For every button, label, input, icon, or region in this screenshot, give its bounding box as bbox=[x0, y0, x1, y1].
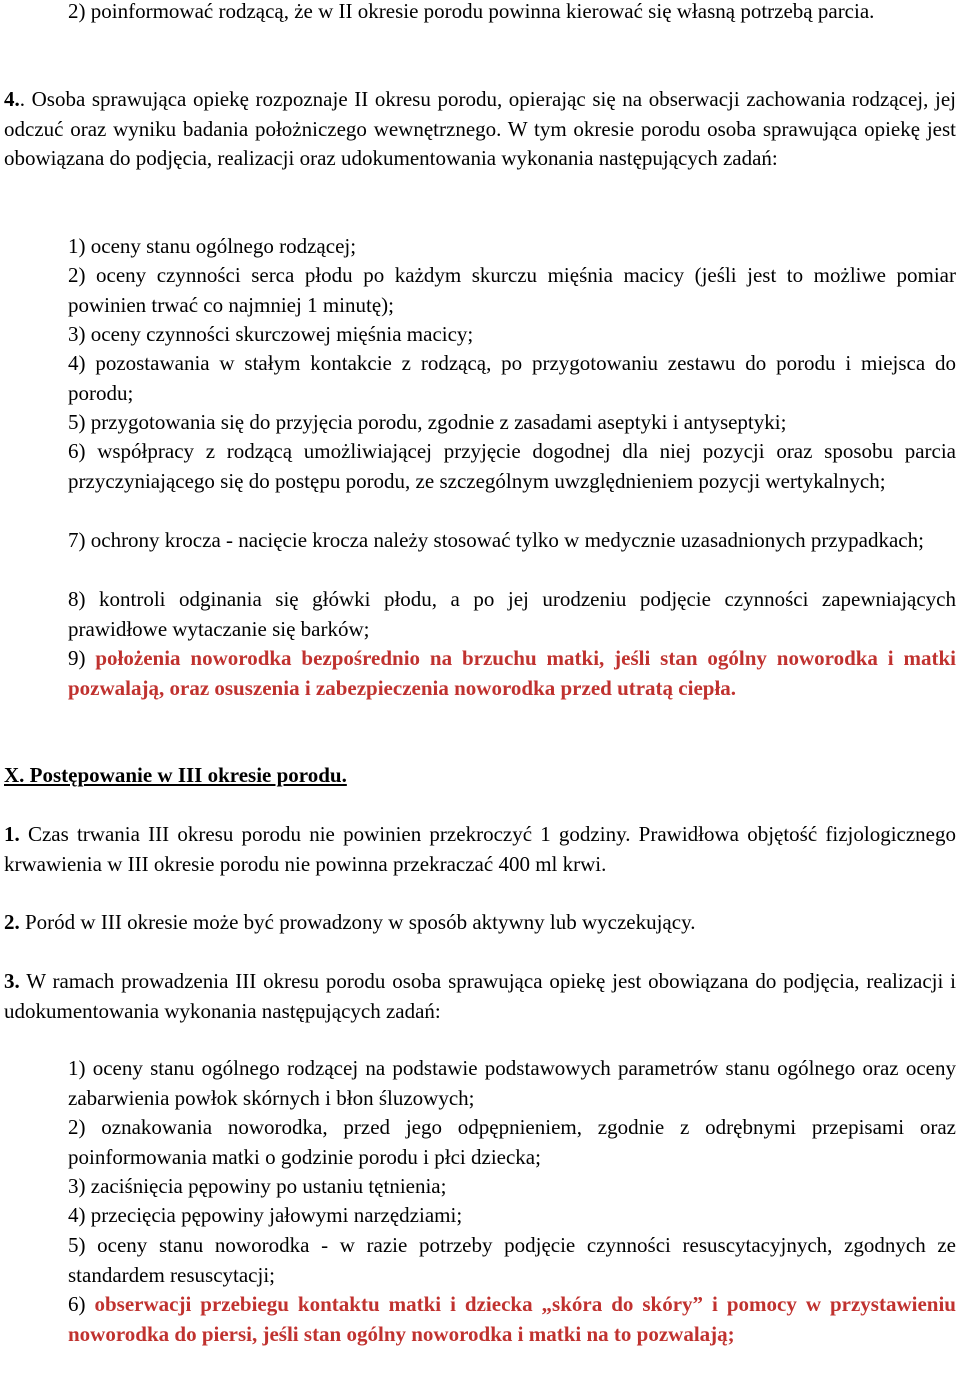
list-item-highlighted bbox=[68, 1290, 956, 1349]
list-item: 1) oceny stanu ogólnego rodzącej; bbox=[68, 234, 357, 258]
list-item: 5) oceny stanu noworodka - w razie potrzeby podjęcie czynności resuscytacyjnych, zgodnych ze standardem resuscytacji; bbox=[68, 1233, 956, 1287]
paragraph-1 bbox=[4, 820, 956, 879]
list-item-highlighted bbox=[68, 644, 956, 703]
list-item: 2) poinformować rodzącą, że w II okresie porodu powinna kierować się własną potrzebą parcia. bbox=[68, 0, 875, 23]
paragraph-number: 4. bbox=[4, 87, 20, 111]
list-item: 4) pozostawania w stałym kontakcie z rodzącą, po przygotowaniu zestawu do porodu i miejsca do porodu; bbox=[68, 351, 956, 405]
list-item: 7) ochrony krocza - nacięcie krocza należy stosować tylko w medycznie uzasadnionych przypadkach; bbox=[68, 528, 924, 552]
list-item: 2) oceny czynności serca płodu po każdym skurczu mięśnia macicy (jeśli jest to możliwe pomiar powinien trwać co najmniej 1 minutę); bbox=[68, 263, 956, 317]
paragraph-number: 2. bbox=[4, 910, 20, 934]
paragraph-text: W ramach prowadzenia III okresu porodu osoba sprawująca opiekę jest obowiązana do podjęcia, realizacji i udokumentowania wykonania następujących zadań: bbox=[4, 969, 956, 1023]
list-item: 3) zaciśnięcia pępowiny po ustaniu tętnienia; bbox=[68, 1174, 447, 1198]
section-heading bbox=[4, 761, 956, 791]
paragraph-number: 1. bbox=[4, 822, 20, 846]
list-item: 5) przygotowania się do przyjęcia porodu, zgodnie z zasadami aseptyki i antyseptyki; bbox=[68, 410, 787, 434]
paragraph-2 bbox=[4, 908, 956, 938]
list-item: 6) współpracy z rodzącą umożliwiającej przyjęcie dogodnej dla niej pozycji oraz sposobu parcia przyczyniającego się do postępu porodu, ze szczególnym uwzględnieniem pozycji wertykalnych; bbox=[68, 439, 956, 493]
list-item: 8) kontroli odginania się główki płodu, a po jej urodzeniu podjęcie czynności zapewniających prawidłowe wytaczanie się barków; bbox=[68, 587, 956, 641]
paragraph-4 bbox=[4, 85, 956, 174]
paragraph-number: 3. bbox=[4, 969, 20, 993]
paragraph-text: . Osoba sprawująca opiekę rozpoznaje II okresu porodu, opierając się na obserwacji zachowania rodzącej, jej odczuć oraz wyniku badania położniczego wewnętrznego. W tym okresie porodu osoba sprawująca opiekę jest obowiązana do podjęcia, realizacji oraz udokumentowania wykonania następujących zadań: bbox=[4, 87, 956, 170]
list-item: 3) oceny czynności skurczowej mięśnia macicy; bbox=[68, 322, 474, 346]
highlighted-text: położenia noworodka bezpośrednio na brzuchu matki, jeśli stan ogólny noworodka i matki pozwalają, oraz osuszenia i zabezpieczenia noworodka przed utratą ciepła. bbox=[68, 646, 956, 700]
paragraph-3 bbox=[4, 967, 956, 1026]
list-item: 1) oceny stanu ogólnego rodzącej na podstawie podstawowych parametrów stanu ogólnego oraz oceny zabarwienia powłok skórnych i błon śluzowych; bbox=[68, 1056, 956, 1110]
highlighted-text: obserwacji przebiegu kontaktu matki i dziecka „skóra do skóry” i pomocy w przystawieniu noworodka do piersi, jeśli stan ogólny noworodka i matki na to pozwalają; bbox=[68, 1292, 956, 1346]
section-heading-text: X. Postępowanie w III okresie porodu. bbox=[4, 763, 347, 787]
list-item: 2) oznakowania noworodka, przed jego odpępnieniem, zgodnie z odrębnymi przepisami oraz poinformowania matki o godzinie porodu i płci dziecka; bbox=[68, 1115, 956, 1169]
list-item: 4) przecięcia pępowiny jałowymi narzędziami; bbox=[68, 1203, 463, 1227]
list-item-number: 6) bbox=[68, 1292, 95, 1316]
list-item-number: 9) bbox=[68, 646, 96, 670]
paragraph-text: Czas trwania III okresu porodu nie powinien przekroczyć 1 godziny. Prawidłowa objętość fizjologicznego krwawienia w III okresie porodu nie powinna przekraczać 400 ml krwi. bbox=[4, 822, 956, 876]
paragraph-text: Poród w III okresie może być prowadzony w sposób aktywny lub wyczekujący. bbox=[19, 910, 696, 934]
